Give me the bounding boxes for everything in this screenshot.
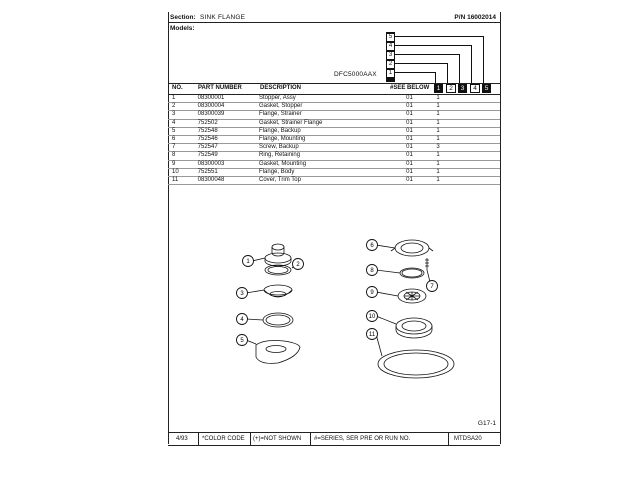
row-qty-1: 1: [431, 111, 445, 119]
footer-divider: [448, 433, 449, 445]
callout-7: [427, 281, 438, 292]
row-see-below: 01: [388, 160, 431, 168]
row-qty-1: 1: [431, 119, 445, 127]
callout-1: [243, 256, 254, 267]
row-description: Gasket, Strainer Flange: [259, 119, 388, 127]
row-description: Flange, Strainer: [259, 111, 388, 119]
callout-3: [237, 288, 248, 299]
column-number: 2: [388, 61, 393, 67]
row-no: 8: [168, 152, 198, 160]
exploded-parts-diagram: [168, 12, 500, 432]
callout-9: [367, 287, 378, 298]
page-footer: [168, 432, 500, 446]
row-qty-1: 3: [431, 144, 445, 152]
footer-series: #=SERIES, SER PRE OR RUN NO.: [314, 436, 411, 442]
body-flange-drawing: [396, 318, 432, 338]
row-description: Cover, Trim Top: [259, 176, 388, 184]
callout-label: 10: [368, 314, 376, 321]
strainer-flange-drawing: [264, 285, 292, 297]
row-no: 4: [168, 119, 198, 127]
row-see-below: 01: [388, 135, 431, 143]
callout-label: 6: [370, 243, 374, 250]
callout-label: 4: [240, 317, 244, 324]
col-header-qty-5: 5: [482, 84, 491, 93]
col-header-qty-2: 2: [446, 84, 456, 93]
col-header-description: DESCRIPTION: [260, 85, 302, 91]
stopper-assy-drawing: [265, 244, 291, 266]
callout-label: 5: [240, 338, 244, 345]
callout-label: 7: [430, 284, 434, 291]
row-see-below: 01: [388, 119, 431, 127]
row-qty-1: 1: [431, 152, 445, 160]
parts-sheet: [168, 12, 500, 448]
stopper-gasket-drawing: [265, 265, 291, 275]
row-no: 9: [168, 160, 198, 168]
callout-label: 1: [246, 259, 250, 266]
row-part-number: 752549: [198, 152, 259, 160]
footer-color-code: *COLOR CODE: [202, 436, 245, 442]
row-qty-1: 1: [431, 160, 445, 168]
footer-date: 4/93: [176, 436, 188, 442]
row-part-number: 752551: [198, 168, 259, 176]
pn-value: 16002014: [467, 14, 496, 21]
row-no: 3: [168, 111, 198, 119]
mounting-flange-drawing: [391, 240, 433, 256]
callout-label: 3: [240, 291, 244, 298]
row-part-number: 752548: [198, 127, 259, 135]
row-qty-1: 1: [431, 95, 445, 103]
callout-5: [237, 335, 248, 346]
row-qty-1: 1: [431, 135, 445, 143]
row-see-below: 01: [388, 95, 431, 103]
column-number: 3: [388, 52, 393, 58]
footer-doc-code: MTDSA20: [454, 436, 482, 442]
footer-divider: [310, 433, 311, 445]
row-see-below: 01: [388, 127, 431, 135]
section-label: Section:: [170, 14, 196, 21]
callout-11: [367, 329, 378, 340]
row-description: Stopper, Assy: [259, 95, 388, 103]
retaining-ring-drawing: [400, 268, 424, 278]
row-description: Gasket, Mounting: [259, 160, 388, 168]
row-part-number: 752502: [198, 119, 259, 127]
sheet-right-border: [500, 12, 501, 444]
col-header-see-below: #SEE BELOW: [390, 85, 430, 91]
backup-screw-drawing: [425, 258, 429, 270]
callout-6: [367, 240, 378, 251]
row-description: Flange, Body: [259, 168, 388, 176]
row-description: Ring, Retaining: [259, 152, 388, 160]
callout-label: 2: [296, 262, 300, 269]
row-see-below: 01: [388, 168, 431, 176]
row-no: 1: [168, 95, 198, 103]
row-no: 11: [168, 176, 198, 184]
model-code: DFC5000AAX: [334, 71, 377, 78]
callout-10: [367, 311, 378, 322]
row-see-below: 01: [388, 144, 431, 152]
column-number: 1: [388, 70, 393, 76]
callout-8: [367, 265, 378, 276]
footer-divider: [250, 433, 251, 445]
col-header-qty-3: 3: [458, 84, 467, 93]
footer-divider: [198, 433, 199, 445]
row-no: 6: [168, 135, 198, 143]
row-qty-1: 1: [431, 103, 445, 111]
row-see-below: 01: [388, 103, 431, 111]
section-value: SINK FLANGE: [200, 14, 246, 21]
col-header-no: NO.: [172, 85, 183, 91]
row-part-number: 08300001: [198, 95, 259, 103]
row-qty-1: 1: [431, 168, 445, 176]
row-see-below: 01: [388, 111, 431, 119]
row-qty-1: 1: [431, 176, 445, 184]
backup-flange-drawing: [256, 341, 300, 364]
row-part-number: 08300048: [198, 176, 259, 184]
col-header-part-number: PART NUMBER: [198, 85, 242, 91]
callout-label: 11: [368, 332, 376, 339]
col-header-qty-1: 1: [434, 84, 443, 93]
row-see-below: 01: [388, 152, 431, 160]
row-description: Screw, Backup: [259, 144, 388, 152]
models-label: Models:: [170, 25, 195, 32]
footer-not-shown: (+)=NOT SHOWN: [253, 436, 302, 442]
column-number: 5: [388, 34, 393, 40]
callout-2: [293, 259, 304, 270]
row-see-below: 01: [388, 176, 431, 184]
callout-label: 9: [370, 290, 374, 297]
row-no: 10: [168, 168, 198, 176]
callout-4: [237, 314, 248, 325]
trim-top-cover-drawing: [378, 350, 454, 378]
row-qty-1: 1: [431, 127, 445, 135]
row-part-number: 08300004: [198, 103, 259, 111]
row-description: Gasket, Stopper: [259, 103, 388, 111]
figure-reference: G17-1: [477, 420, 496, 427]
row-description: Flange, Backup: [259, 127, 388, 135]
row-part-number: 752546: [198, 135, 259, 143]
row-no: 7: [168, 144, 198, 152]
strainer-flange-gasket-drawing: [263, 313, 293, 327]
row-part-number: 08300003: [198, 160, 259, 168]
row-part-number: 08300039: [198, 111, 259, 119]
column-number: 4: [388, 43, 393, 49]
row-no: 5: [168, 127, 198, 135]
pn-label: P/N: [454, 14, 466, 21]
callout-label: 8: [370, 268, 374, 275]
col-header-qty-4: 4: [470, 84, 480, 93]
row-no: 2: [168, 103, 198, 111]
mounting-gasket-drawing: [398, 289, 426, 303]
row-description: Flange, Mounting: [259, 135, 388, 143]
row-part-number: 752547: [198, 144, 259, 152]
